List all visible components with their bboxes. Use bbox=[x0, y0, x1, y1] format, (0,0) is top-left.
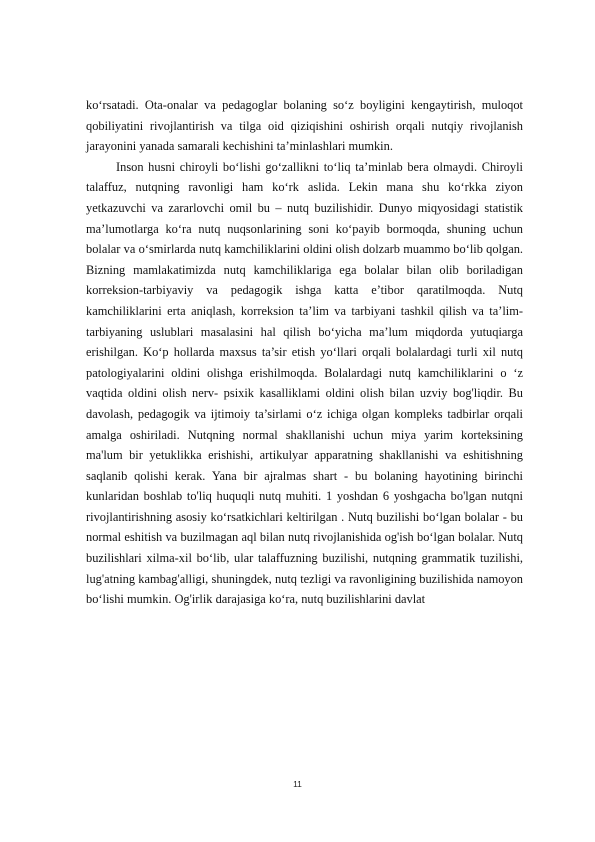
page-number: 11 bbox=[293, 779, 302, 789]
document-body bbox=[86, 95, 523, 610]
paragraph-main: Inson husni chiroyli bo‘lishi go‘zallikni to‘liq ta’minlab bera olmaydi. Chiroyli talaffuz, nutqning ravonligi ham ko‘rk aslida. Lekin mana shu ko‘rkka ziyon yetkazuvchi va zararlovchi omil bu – nutq buzilishidir. Dunyo miqyosidagi statistik ma’lumotlarga ko‘ra nutq nuqsonlarining soni ko‘payib bormoqda, shuning uchun bolalar va o‘smirlarda nutq kamchiliklarini oldini olish dolzarb muammo bo‘lib qolgan. Bizning mamlakatimizda nutq kamchiliklariga ega bolalar bilan olib boriladigan korreksion-tarbiyaviy va pedagogik ishga katta e’tibor qaratilmoqda. Nutq kamchiliklarini erta aniqlash, korreksion ta’lim va tarbiyani tashkil qilish va ta’lim-tarbiyaning uslublari masalasini hal qilish bo‘yicha ma’lum miqdorda yutuqiarga erishilgan. Ko‘p hollarda maxsus ta’sir etish yo‘llari orqali bolalardagi turli xil nutq patologiyalarini oldini olishga erishilmoqda. Bolalardagi nutq kamchiliklarini o ‘z vaqtida oldini olish nerv- psixik kasalliklami oldini olish bilan uzviy bog'liqdir. Bu davolash, pedagogik va ijtimoiy ta’sirlami o‘z ichiga olgan kompleks tadbirlar orqali amalga oshiriladi. Nutqning normal shakllanishi uchun miya yarim korteksining ma'lum bir yetuklikka erishishi, artikulyar apparatning shakllanishi va eshitishning saqlanib qolishi kerak. Yana bir ajralmas shart - bu bolaning hayotining birinchi kunlaridan boshlab to'liq huquqli nutq muhiti. 1 yoshdan 6 yoshgacha bo'lgan nutqni rivojlantirishning asosiy ko‘rsatkichlari keltirilgan . Nutq buzilishi bo‘lgan bolalar - bu normal eshitish va buzilmagan aql bilan nutq rivojlanishida og'ish bo‘lgan bolalar. Nutq buzilishlari xilma-xil bo‘lib, ular talaffuzning buzilishi, nutqning grammatik tuzilishi, lug'atning kambag'alligi, shuningdek, nutq tezligi va ravonligining buzilishida namoyon bo‘lishi mumkin. Og'irlik darajasiga ko‘ra, nutq buzilishlarini davlat bbox=[86, 159, 523, 607]
paragraph-continuation: ko‘rsatadi. Ota-onalar va pedagoglar bolaning so‘z boyligini kengaytirish, muloqot qobiliyatini rivojlantirish va tilga oid qiziqishini oshirish orqali nutqiy rivojlanish jarayonini yanada samarali kechishini ta’minlashlari mumkin. bbox=[86, 98, 523, 154]
